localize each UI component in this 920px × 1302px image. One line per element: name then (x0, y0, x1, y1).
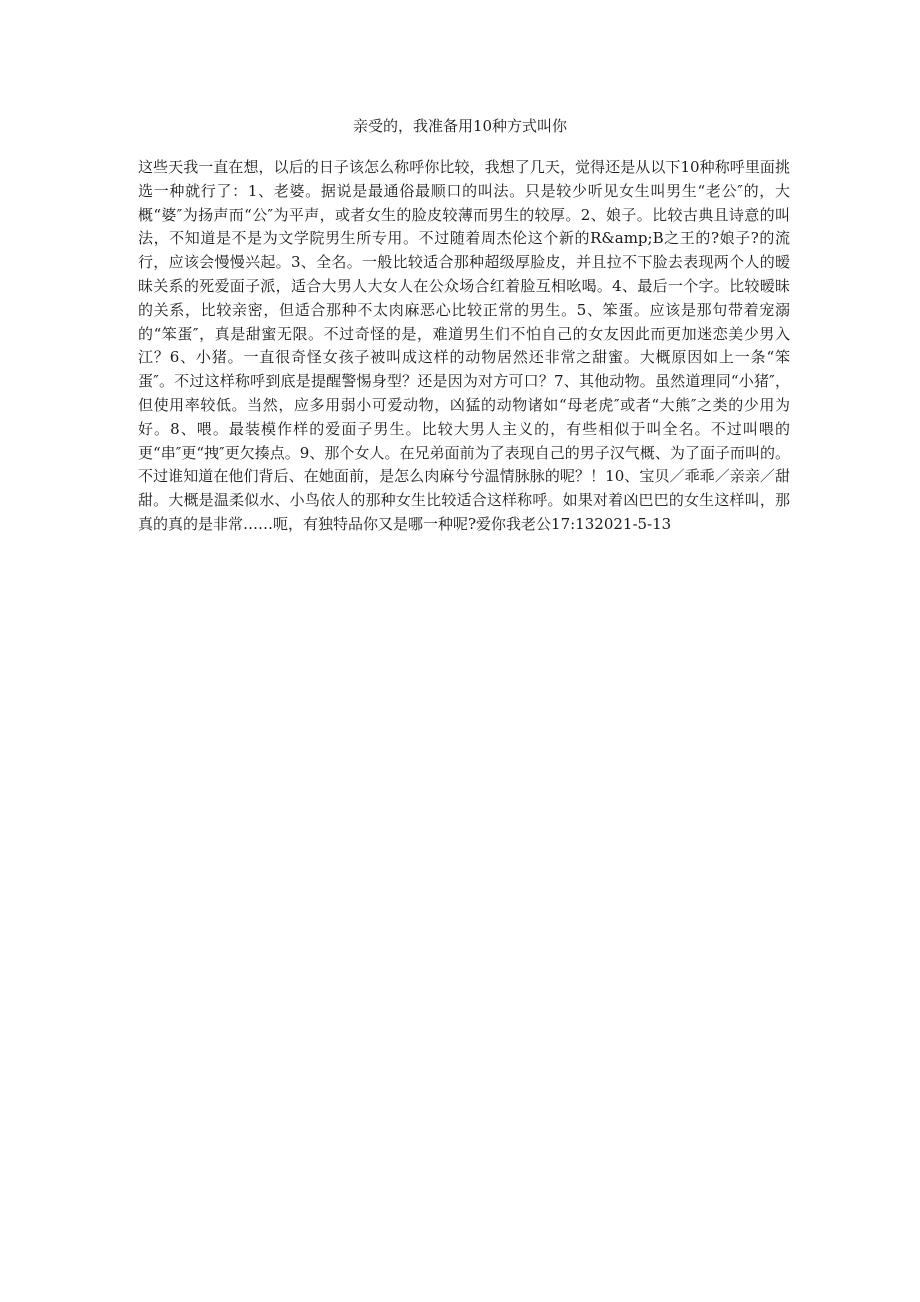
document-title: 亲受的，我准备用10种方式叫你 (352, 117, 568, 135)
document-body-paragraph: 这些天我一直在想，以后的日子该怎么称呼你比较，我想了几天，觉得还是从以下10种称呼里面挑选一种就行了：1、老婆。据说是最通俗最顺口的叫法。只是较少听见女生叫男生“老公″的，大概“婆″为扬声而“公″为平声，或者女生的脸皮较薄而男生的较厚。2、娘子。比较古典且诗意的叫法，不知道是不是为文学院男生所专用。不过随着周杰伦这个新的R&amp;B之王的?娘子?的流行，应该会慢慢兴起。3、全名。一般比较适合那种超级厚脸皮，并且拉不下脸去表现两个人的暧昧关系的死爱面子派，适合大男人大女人在公众场合红着脸互相吆喝。4、最后一个字。比较暧昧的关系，比较亲密，但适合那种不太肉麻恶心比较正常的男生。5、笨蛋。应该是那句带着宠溺的“笨蛋″，真是甜蜜无限。不过奇怪的是，难道男生们不怕自己的女友因此而更加迷恋美少男入江？6、小猪。一直很奇怪女孩子被叫成这样的动物居然还非常之甜蜜。大概原因如上一条“笨蛋″。不过这样称呼到底是提醒警惕身型？还是因为对方可口？7、其他动物。虽然道理同“小猪″，但使用率较低。当然，应多用弱小可爱动物，凶猛的动物诸如“母老虎″或者“大熊″之类的少用为好。8、喂。最装模作样的爱面子男生。比较大男人主义的，有些相似于叫全名。不过叫喂的更“串″更“拽″更欠揍点。9、那个女人。在兄弟面前为了表现自己的男子汉气概、为了面子而叫的。不过谁知道在他们背后、在她面前，是怎么肉麻兮兮温情脉脉的呢？！10、宝贝／乖乖／亲亲／甜甜。大概是温柔似水、小鸟依人的那种女生比较适合这样称呼。如果对着凶巴巴的女生这样叫，那真的真的是非常……呃，有独特品你又是哪一种呢?爱你我老公17:132021-5-13 (138, 158, 790, 533)
